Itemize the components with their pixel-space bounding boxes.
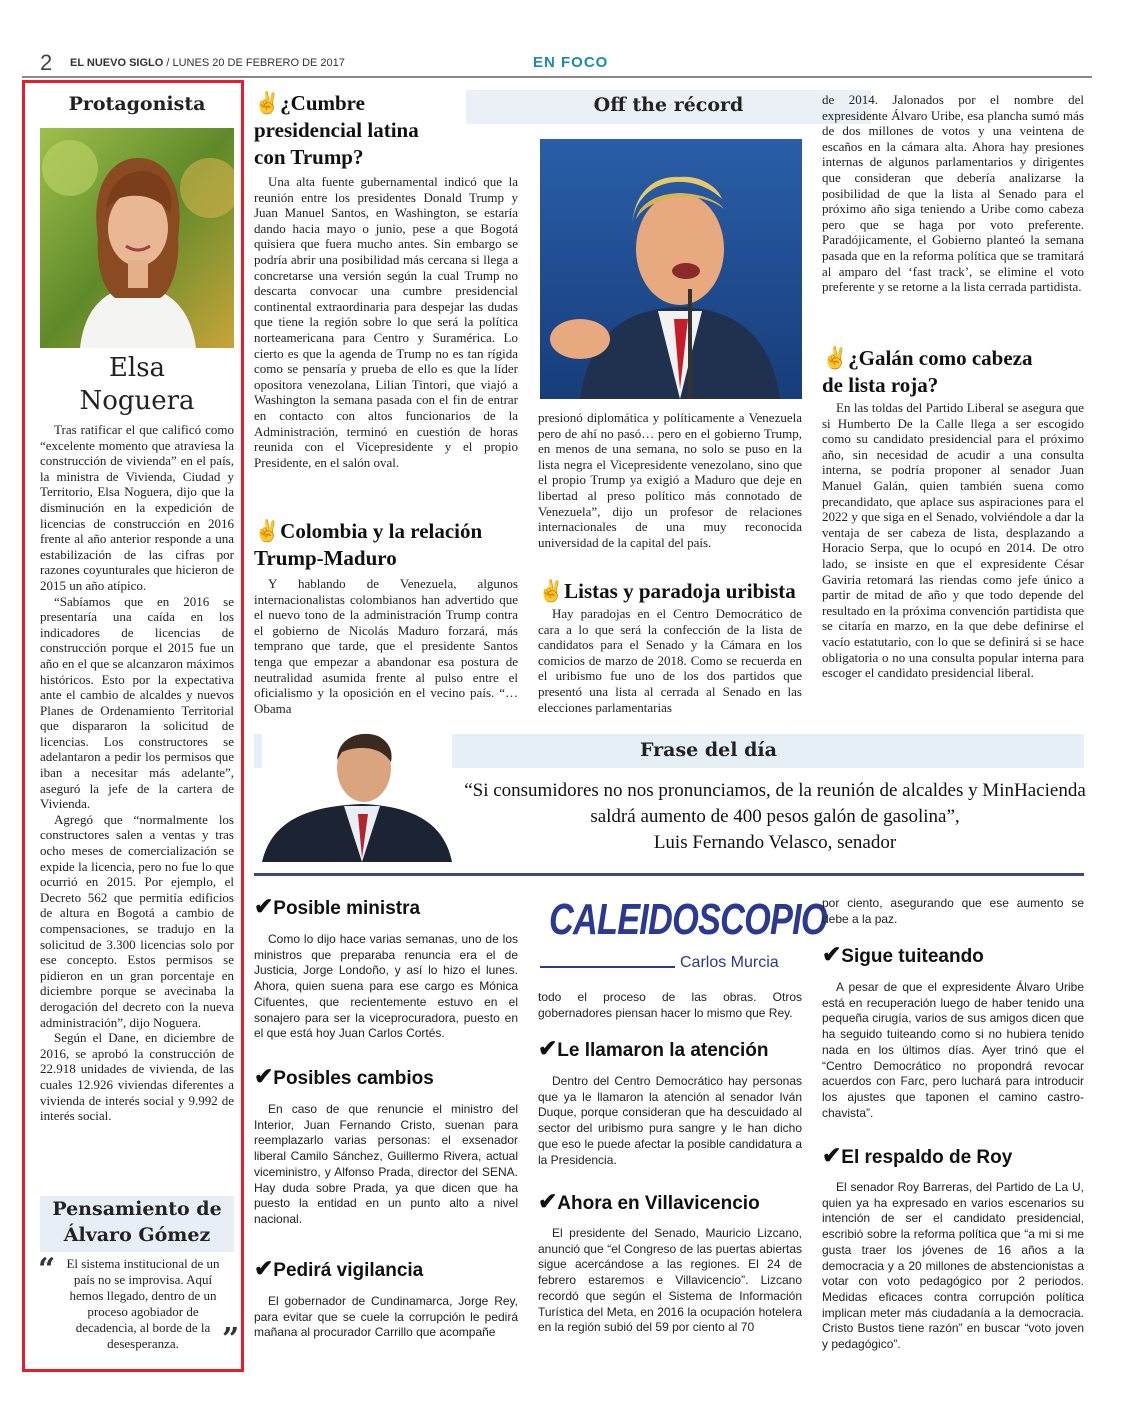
caleidoscopio-body: [538, 1074, 802, 1168]
section-title: EN FOCO: [533, 54, 609, 71]
paragraph: de 2014. Jalonados por el nombre del expresidente Álvaro Uribe, esa plancha sumó más de dos millones de votos y una veintena de escaños en la cámara alta. Ahora hay presiones internas de algunos parlamentarios y dirigentes que consideran que debería analizarse la posibilidad de que la lista al Senado para el próximo año siga teniendo a Uribe como cabeza pero que se haga por voto preferente. Paradójicamente, el Gobierno planteó la semana pasada que en la reforma política que se tramitará al amparo del ‘fast track’, se elimine el voto preferente y se retorne a la lista cerrada partidista.: [822, 92, 1084, 295]
caleidoscopio-heading: [822, 942, 984, 969]
velasco-photo: [262, 718, 452, 862]
name-line-1: Elsa: [108, 353, 166, 383]
listas-title: Listas y paradoja uribista: [564, 579, 796, 603]
paragraph: El presidente del Senado, Mauricio Lizcano, anunció que “el Congreso de las puertas abiertas sigue acercándose a las regiones. El 24 de febrero estaremos e Villavicencio”. Lizcano recordó que según el Sistema de Información Turística del Meta, en 2016 la ocupación hotelera en la región subió del 59 por ciento al 70: [538, 1226, 802, 1335]
colombia-body: [254, 576, 518, 716]
off-record-continuation: [538, 410, 802, 550]
paragraph: Dentro del Centro Democrático hay personas que ya le llamaron la atención al senador Iván Duque, porque consideran que ha descuidado al sector del uribismo pura sangre y le han dicho que eso le puede afectar la posible candidatura a la Presidencia.: [538, 1074, 802, 1167]
caleidoscopio-body: [254, 1294, 518, 1341]
paragraph: Agregó que “normalmente los constructores salen a ventas y tras ocho meses de comercialización se expide la licencia, pero no fue lo que ocurrió en 2015. Por ejemplo, el Decreto 562 que permitía edificios de altura en Bogotá a cambio de compensaciones, se tradujo en la solicitud de 3.300 licencias solo por ese concepto. Estos permisos se pidieron en un gran porcentaje en diciembre porque se avecinaba la derogación del decreto con la nueva administración”, dijo Noguera.: [40, 811, 234, 1030]
frase-title: Frase del día: [640, 739, 777, 761]
off-the-record-title: Off the récord: [466, 90, 871, 124]
heading-text: Le llamaron la atención: [557, 1040, 769, 1061]
pensamiento-title-line-2: Álvaro Gómez: [63, 1224, 211, 1246]
frase-quote-line-1: “Si consumidores no nos pronunciamos, de la reunión de alcaldes y MinHacienda: [464, 780, 1086, 801]
victory-hand-icon: ✌: [822, 346, 849, 370]
paragraph: A pesar de que el expresidente Álvaro Uribe está en recuperación luego de haber tenido una pequeña cirugía, varios de sus amigos dicen que ha seguido tuiteando como si no hubiera tenido nada en los últimos días. Ayer trinó que el “Centro Democrático no propondrá revocar acuerdos con Farc, pero luchará para introducir los ajustes que taponen el camino castro-chavista”.: [822, 980, 1084, 1120]
caleidoscopio-continuation: [538, 990, 802, 1021]
caleidoscopio-body: [538, 1226, 802, 1336]
trump-photo: [540, 139, 802, 399]
name-line-2: Noguera: [79, 386, 195, 416]
listas-headline: [538, 578, 802, 605]
galan-body: [822, 400, 1084, 681]
paragraph: “Sabíamos que en 2016 se presentaría una caída en los indicadores de licencias de construcción porque el 2015 fue un año en el que se alcanzaron máximos históricos. Esto por la expectativa ante el cambio de alcaldes y nuevos Planes de Ordenamiento Territorial que dispararon la solicitud de licencias. Los constructores se adelantaron a pedir los permisos que iban a necesitar más adelante”, aseguró la jefe de la cartera de Vivienda.: [40, 593, 234, 812]
paragraph: Hay paradojas en el Centro Democrático de cara a lo que será la confección de la lista de candidatos para el Senado y la Cámara en los comicios de marzo de 2018. Como se recuerda en el uribismo fue uno de los dos partidos que presentó una lista al cerrada al Senado en las elecciones parlamentarias: [538, 606, 802, 715]
caleidoscopio-heading: [538, 1036, 768, 1063]
publication-line: [70, 57, 345, 69]
caleidoscopio-heading: [822, 1143, 1012, 1170]
paragraph: En caso de que renuncie el ministro del Interior, Juan Fernando Cristo, suenan para reemplazarlo varias personas: el exsenador liberal Camilo Sánchez, Guillermo Rivera, actual viceministro, y Alfonso Prada, director del SENA. Hay duda sobre Prada, ya que dicen que ha puesto la entidad en un punto alto a nivel nacional.: [254, 1102, 518, 1226]
heading-text: El respaldo de Roy: [841, 1147, 1013, 1168]
header-rule: [22, 76, 1092, 78]
heading-text: Ahora en Villavicencio: [557, 1193, 760, 1214]
galan-title: ¿Galán como cabeza de lista roja?: [822, 346, 1033, 397]
paragraph: Tras ratificar el que calificó como “excelente momento que atraviesa la construcción de vivienda” en el país, la ministra de Vivienda, Ciudad y Territorio, Elsa Noguera, dijo que la disminución en la expedición de licencias de construcción en 2016 frente al año anterior responde a una estabilización de las cifras por razones coyunturales que hicieron de 2015 un año atípico.: [40, 422, 234, 593]
section-divider: [254, 873, 1084, 876]
pensamiento-quote: El sistema institucional de un país no se improvisa. Aquí hemos llegado, dentro de un proceso agobiador de decadencia, al borde de la desesperanza.: [66, 1256, 220, 1351]
elsa-noguera-photo: [40, 128, 234, 348]
check-mark-icon: ✔: [254, 1063, 274, 1089]
frase-quote-line-2: saldrá aumento de 400 pesos galón de gasolina”,: [590, 806, 960, 827]
caleidoscopio-rule: [540, 966, 675, 968]
check-mark-icon: ✔: [538, 1188, 558, 1214]
close-quote-mark: ”: [222, 1322, 240, 1357]
protagonista-text: [40, 422, 234, 1124]
paragraph: Y hablando de Venezuela, algunos internacionalistas colombianos han advertido que el nuevo tono de la administración Trump contra el gobierno de Nicolás Maduro forzará, más temprano que tarde, que el presidente Santos tenga que empezar a abandonar esa postura de neutralidad asumida frente al pulso entre el oficialismo y la oposición en el vecino país. “… Obama: [254, 576, 518, 716]
frase-author: Luis Fernando Velasco, senador: [653, 832, 897, 853]
paragraph: Según el Dane, en diciembre de 2016, se aprobó la construcción de 22.918 unidades de vivienda, de las cuales 12.926 viviendas diferentes a vivienda de interés social y 9.992 de interés social.: [40, 1030, 234, 1124]
heading-text: Posible ministra: [273, 898, 421, 919]
paragraph: todo el proceso de las obras. Otros gobernadores piensan hacer lo mismo que Rey.: [538, 990, 802, 1020]
pensamiento-title: [40, 1196, 234, 1252]
victory-hand-icon: ✌: [538, 579, 565, 603]
paragraph: En las toldas del Partido Liberal se asegura que si Humberto De la Calle llega a ser escogido como su candidato presidencial para el próximo año, sin necesidad de acudir a una consulta interna, se podría proponer al senador Juan Manuel Galán, quien también suena como precandidato, que aplace sus aspiraciones para el 2022 y que siga en el Senado, volviéndole a dar la ventaja de ser cabeza de lista, desplazando a Horacio Serpa, que lo ocupó en 2014. De otro lado, se insiste en que el expresidente César Gaviria retomará las riendas como jefe único a partir de mitad de año y que todo depende del resultado en la próxima convención partidista que se citaría en marzo, en la que debe definirse el vacío estatutario, con lo que se definirá si se hace obligatoria o no una consulta popular interna para escoger el candidato presidencial liberal.: [822, 400, 1084, 681]
caleidoscopio-body: [254, 1102, 518, 1228]
caleidoscopio-heading: [254, 894, 420, 921]
caleidoscopio-author: Carlos Murcia: [680, 954, 779, 971]
paragraph: por ciento, asegurando que ese aumento se debe a la paz.: [822, 896, 1084, 926]
galan-headline: [822, 345, 1052, 399]
caleidoscopio-heading: [254, 1064, 434, 1091]
protagonista-title: Protagonista: [68, 93, 206, 115]
heading-text: Sigue tuiteando: [841, 946, 984, 967]
check-mark-icon: ✔: [254, 893, 274, 919]
colombia-headline: [254, 518, 514, 572]
check-mark-icon: ✔: [254, 1255, 274, 1281]
heading-text: Posibles cambios: [273, 1068, 434, 1089]
caleidoscopio-body: [822, 980, 1084, 1121]
caleidoscopio-body: [822, 1180, 1084, 1353]
check-mark-icon: ✔: [822, 941, 842, 967]
heading-text: Pedirá vigilancia: [273, 1260, 424, 1281]
check-mark-icon: ✔: [538, 1035, 558, 1061]
publication-date: / LUNES 20 DE FEBRERO DE 2017: [166, 57, 345, 69]
cumbre-body: [254, 174, 518, 470]
paragraph: Como lo dijo hace varias semanas, uno de los ministros que preparaba renuncia era el de Justicia, Jorge Londoño, y así lo hizo el lunes. Ahora, quien suena para ese cargo es Mónica Cifuentes, que recientemente estuvo en el sonajero para ser la viceprocuradora, puesto en el que está hoy Juan Carlos Cortés.: [254, 932, 518, 1041]
check-mark-icon: ✔: [822, 1142, 842, 1168]
colombia-title: Colombia y la relación Trump-Maduro: [254, 519, 483, 570]
paragraph: Una alta fuente gubernamental indicó que la reunión entre los presidentes Donald Trump y Juan Manuel Santos, en Washington, se estaría dando hacia mayo o junio, pese a que Bogotá quisiera que fuera mucho antes. Sin embargo se podría abrir una posibilidad más cercana si llega a concretarse una versión según la cual Trump no descarta convocar una cumbre presidencial continental extraordinaria para despejar las dudas que tiene la región sobre lo que será la política norteamericana para Centro y Suramérica. Lo cierto es que la agenda de Trump no es tan rígida como se pensaría y prueba de ello es que la líder opositora venezolana, Lilian Tintori, que viajó a Washington la semana pasada con el fin de entrar en contacto con altos funcionarios de la Administración, terminó en cuestión de horas reunida con el Vicepresidente y el propio Presidente, en el salón oval.: [254, 174, 518, 470]
cumbre-title: ¿Cumbre presidencial latina con Trump?: [254, 91, 419, 169]
page-number: 2: [40, 50, 53, 75]
caleidoscopio-continuation: [822, 896, 1084, 927]
caleidoscopio-title: CALEIDOSCOPIO: [549, 895, 827, 944]
listas-body: [538, 606, 802, 715]
paragraph: presionó diplomática y políticamente a Venezuela pero de ahí no pasó… pero en el gobierno Trump, en menos de una semana, no solo se puso en la lista negra el Vicepresidente venezolano, sino que el propio Trump ya exigió a Maduro que deje en libertad al preso político más connotado de Venezuela”, dijo un profesor de relaciones internacionales de una muy reconocida universidad de la capital del país.: [538, 410, 802, 550]
publication-name: EL NUEVO SIGLO: [70, 57, 164, 69]
frase-quote: [455, 778, 1095, 856]
cumbre-headline: [254, 90, 454, 171]
caleidoscopio-heading: [538, 1189, 760, 1216]
caleidoscopio-body: [254, 932, 518, 1042]
protagonista-name: [40, 352, 234, 418]
paragraph: El senador Roy Barreras, del Partido de La U, quien ya ha expresado en varios escenarios su intención de ser el candidato presidencial, escribió sobre la reforma política que “a mi si me gusta traer los jóvenes de 16 años a la democracia y a 20 millones de abstencionistas a votar con voto pedagógico por 2 periodos. Medidas eficaces contra corrupción política implican meter más ciudadanía a la democracia. Cristo Bustos tiene razón” en buscar “voto joven y pedagógico”.: [822, 1180, 1084, 1352]
victory-hand-icon: ✌: [254, 91, 281, 115]
victory-hand-icon: ✌: [254, 519, 281, 543]
listas-continuation: [822, 92, 1084, 295]
pensamiento-title-line-1: Pensamiento de: [52, 1198, 222, 1220]
paragraph: El gobernador de Cundinamarca, Jorge Rey, para evitar que se cuele la corrupción le pedirá mañana al procurador Carrillo que acompañe: [254, 1294, 518, 1340]
open-quote-mark: “: [38, 1252, 56, 1287]
caleidoscopio-heading: [254, 1256, 423, 1283]
